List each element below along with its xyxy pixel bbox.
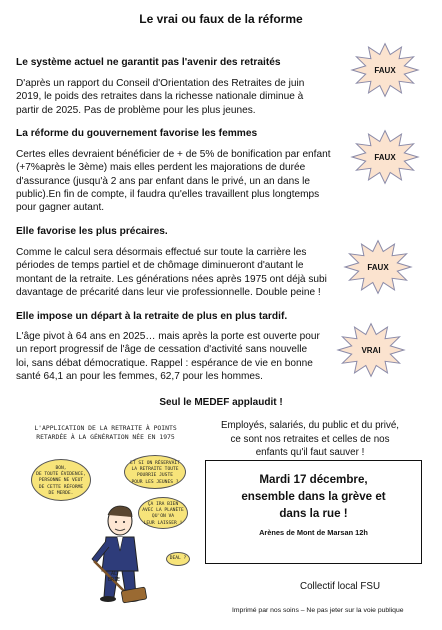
collectif-signature: Collectif local FSU bbox=[300, 581, 381, 592]
cartoon-signature: AL BRIE bbox=[107, 571, 121, 583]
section-1-text: D'après un rapport du Conseil d'Orientation des Retraites de juin 2019, le poids des retraites dans la richesse nationale diminue à partir de 2025. Pas de problème pour les plus jeunes. bbox=[16, 78, 305, 116]
section-4-heading: Elle impose un départ à la retraite de plus en plus tardif. bbox=[16, 311, 288, 322]
medef-line: Seul le MEDEF applaudit ! bbox=[159, 397, 283, 408]
section-3-text: Comme le calcul sera désormais effectué sur toute la carrière les périodes de temps partiel et de chômage diminueront d'autant le montant de la retraite. Les générations nées après 1975 ont déjà subi davantage de précarité dans leur vie professionnelle. Double peine ! bbox=[16, 247, 327, 298]
verdict-starburst-1: FAUX bbox=[350, 42, 420, 98]
verdict-starburst-3: FAUX bbox=[343, 239, 413, 295]
appeal-text: Employés, salariés, du public et du privé, ce sont nos retraites et celles de nos enfants qu'il faut sauver ! bbox=[220, 420, 400, 458]
section-2-text: Certes elles devraient bénéficier de + de 5% de bonification par enfant (+7%après le 3ème) mais elles perdent les majorations de durée d'assurance (jusqu'à 2 ans par enfant dans le privé, un an dans le public).En fin de compte, il faudra qu'elles travaillent plus longtemps pour gagner autant. bbox=[16, 149, 331, 214]
speech-bubble-right-mid: ÇA IRA BIEN AVEC LA PLANÈTE QU'ON VA LEUR LAISSER ! bbox=[138, 497, 188, 529]
event-box bbox=[205, 460, 422, 564]
cartoon-title: L'APPLICATION DE LA RETRAITE À POINTS RETARDÉE À LA GÉNÉRATION NÉE EN 1975 bbox=[34, 424, 177, 441]
verdict-starburst-2: FAUX bbox=[350, 129, 420, 185]
section-2-heading: La réforme du gouvernement favorise les femmes bbox=[16, 128, 258, 139]
footer-note: Imprimé par nos soins – Ne pas jeter sur la voie publique bbox=[232, 607, 404, 614]
speech-bubble-left: BON, DE TOUTE ÉVIDENCE, PERSONNE NE VEUT DE CETTE RÉFORME DE MERDE. bbox=[31, 459, 91, 501]
page-title: Le vrai ou faux de la réforme bbox=[139, 12, 303, 26]
speech-bubble-deal: DEAL ? bbox=[166, 552, 190, 566]
verdict-starburst-4: VRAI bbox=[336, 322, 406, 378]
section-4-text: L'âge pivot à 64 ans en 2025… mais après la porte est ouverte pour un report progressif de l'âge de cessation d'activité sans nouvelle loi, sans débat démocratique. Rappel : espérance de vie en bonne santé 64,1 an pour les femmes, 62,7 pour les hommes. bbox=[16, 331, 320, 382]
event-headline: Mardi 17 décembre, ensemble dans la grève et dans la rue ! bbox=[241, 473, 386, 520]
section-1-heading: Le système actuel ne garantit pas l'avenir des retraités bbox=[16, 57, 281, 68]
speech-bubble-right-top: ET SI ON RÉSERVAIT LA RETRAITE TOUTE POURRIE JUSTE POUR LES JEUNES ? bbox=[124, 455, 186, 489]
event-place: Arènes de Mont de Marsan 12h bbox=[259, 528, 368, 537]
section-3-heading: Elle favorise les plus précaires. bbox=[16, 226, 168, 237]
cartoon-illustration bbox=[18, 421, 193, 611]
